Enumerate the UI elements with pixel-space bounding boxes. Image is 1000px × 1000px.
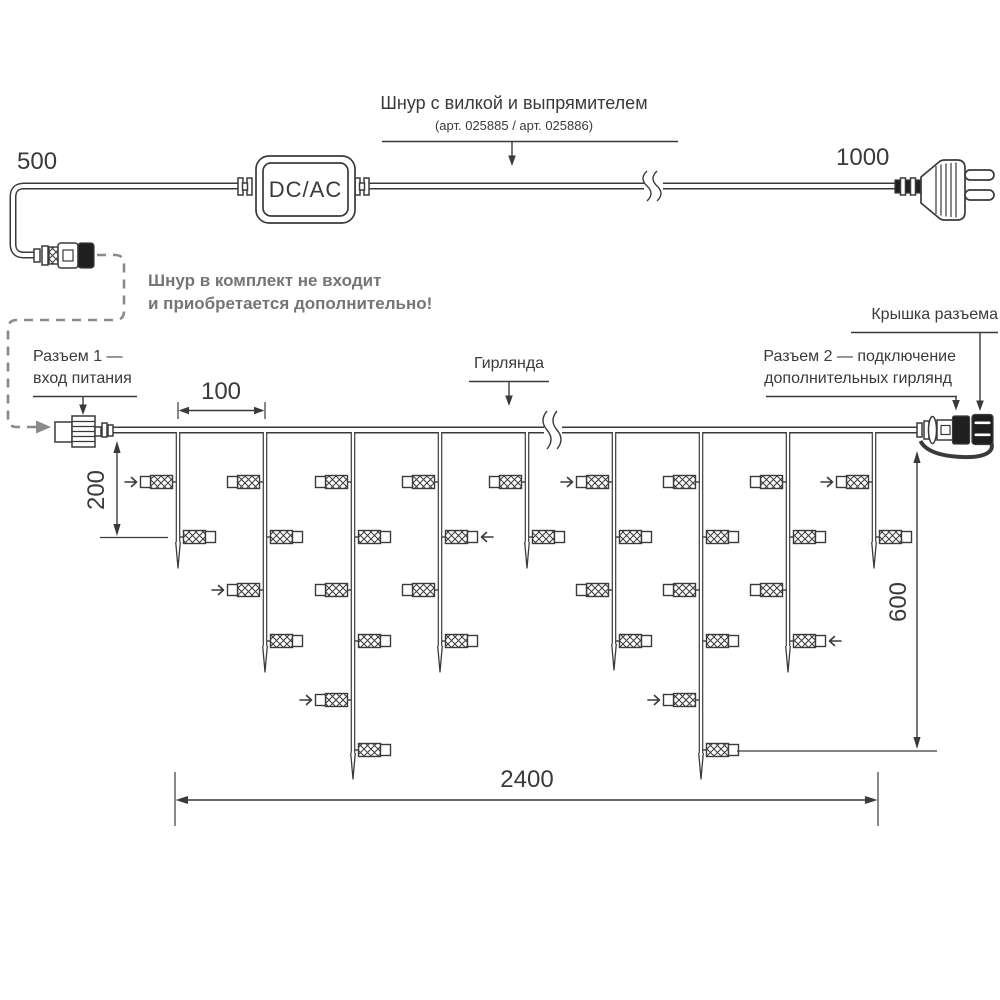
- flash-arrow-icon: [212, 586, 224, 595]
- note-line1: Шнур в комплект не входит: [148, 271, 382, 290]
- led-bulb-icon: [790, 531, 826, 544]
- garland-drops: [125, 431, 912, 779]
- dim-200-label: 200: [83, 469, 111, 511]
- led-bulb-icon: [751, 476, 787, 489]
- dcac-label: DC/AC: [268, 177, 343, 202]
- flash-arrow-icon: [300, 696, 312, 705]
- connector2-label-line2: дополнительных гирлянд: [764, 370, 952, 387]
- led-bulb-icon: [703, 531, 739, 544]
- led-bulb-icon: [790, 635, 841, 648]
- garland-label: Гирлянда: [473, 355, 545, 372]
- led-bulb-icon: [180, 531, 216, 544]
- note-line2: и приобретается дополнительно!: [148, 294, 433, 313]
- garland-drop: [821, 431, 912, 568]
- power-plug: [895, 160, 994, 220]
- art-numbers-label: (арт. 025885 / арт. 025886): [434, 118, 594, 133]
- led-bulb-icon: [876, 531, 912, 544]
- power-cord-label-leader: [382, 142, 678, 167]
- led-bulb-icon: [355, 531, 391, 544]
- garland-drop: [648, 431, 739, 779]
- led-bulb-icon: [212, 584, 263, 597]
- drop-needle-tip: [525, 542, 530, 568]
- led-bulb-icon: [442, 531, 493, 544]
- garland-drop: [125, 431, 216, 568]
- led-bulb-icon: [703, 744, 739, 757]
- drop-needle-tip: [699, 753, 704, 779]
- drop-needle-tip: [263, 646, 268, 672]
- led-bulb-icon: [703, 635, 739, 648]
- led-bulb-icon: [316, 476, 352, 489]
- connector2-black-ring: [953, 416, 970, 444]
- flash-arrow-icon: [125, 478, 137, 487]
- power-cord-connector: [34, 243, 94, 268]
- dim-1000-label: 1000: [836, 144, 890, 171]
- connector1-label-line2: вход питания: [33, 370, 132, 387]
- led-bulb-icon: [490, 476, 526, 489]
- garland-drop: [403, 431, 494, 672]
- led-bulb-icon: [821, 476, 872, 489]
- dashed-leader: [8, 255, 124, 434]
- connector1-label-line1: Разъем 1 —: [33, 348, 123, 365]
- cap-label: Крышка разъема: [871, 306, 998, 323]
- led-bulb-icon: [300, 694, 351, 707]
- led-bulb-icon: [355, 635, 391, 648]
- dim-600-label: 600: [885, 581, 913, 623]
- drop-needle-tip: [176, 542, 181, 568]
- led-bulb-icon: [616, 635, 652, 648]
- flash-arrow-icon: [561, 478, 573, 487]
- garland-drop: [751, 431, 842, 672]
- led-bulb-icon: [228, 476, 264, 489]
- connector2-assembly: [917, 415, 993, 458]
- led-bulb-icon: [664, 476, 700, 489]
- flash-arrow-icon: [482, 533, 494, 542]
- flash-arrow-icon: [830, 637, 842, 646]
- drop-needle-tip: [872, 542, 877, 568]
- drop-needle-tip: [612, 644, 617, 670]
- connector2-label-line1: Разъем 2 — подключение: [763, 348, 956, 365]
- garland-break-icon: [543, 411, 561, 449]
- drop-needle-tip: [438, 646, 443, 672]
- drop-needle-tip: [351, 753, 356, 779]
- connector-cap-icon: [972, 415, 993, 445]
- connector1-assembly: [55, 416, 113, 447]
- led-bulb-icon: [316, 584, 352, 597]
- led-bulb-icon: [529, 531, 565, 544]
- cord-break-icon: [643, 171, 661, 201]
- dim-100-label: 100: [200, 378, 242, 405]
- led-bulb-icon: [664, 584, 700, 597]
- power-cord-wire: [13, 186, 895, 255]
- led-bulb-icon: [561, 476, 612, 489]
- power-cord-label: Шнур с вилкой и выпрямителем: [380, 93, 648, 113]
- led-bulb-icon: [125, 476, 176, 489]
- garland-drop: [561, 431, 652, 670]
- connector2-label-leader: [766, 397, 960, 411]
- flash-arrow-icon: [821, 478, 833, 487]
- led-bulb-icon: [648, 694, 699, 707]
- led-bulb-icon: [442, 635, 478, 648]
- led-bulb-icon: [267, 531, 303, 544]
- led-bulb-icon: [577, 584, 613, 597]
- garland-drop: [490, 431, 565, 568]
- garland-label-leader: [469, 382, 549, 407]
- drop-needle-tip: [786, 646, 791, 672]
- led-bulb-icon: [403, 584, 439, 597]
- led-bulb-icon: [355, 744, 391, 757]
- dim-500-label: 500: [17, 148, 58, 175]
- flash-arrow-icon: [648, 696, 660, 705]
- dim-2400-label: 2400: [500, 766, 554, 793]
- led-bulb-icon: [403, 476, 439, 489]
- led-bulb-icon: [751, 584, 787, 597]
- garland-drop: [212, 431, 303, 672]
- led-bulb-icon: [267, 635, 303, 648]
- led-bulb-icon: [616, 531, 652, 544]
- garland-drop: [300, 431, 391, 779]
- connector1-label-leader: [33, 397, 137, 416]
